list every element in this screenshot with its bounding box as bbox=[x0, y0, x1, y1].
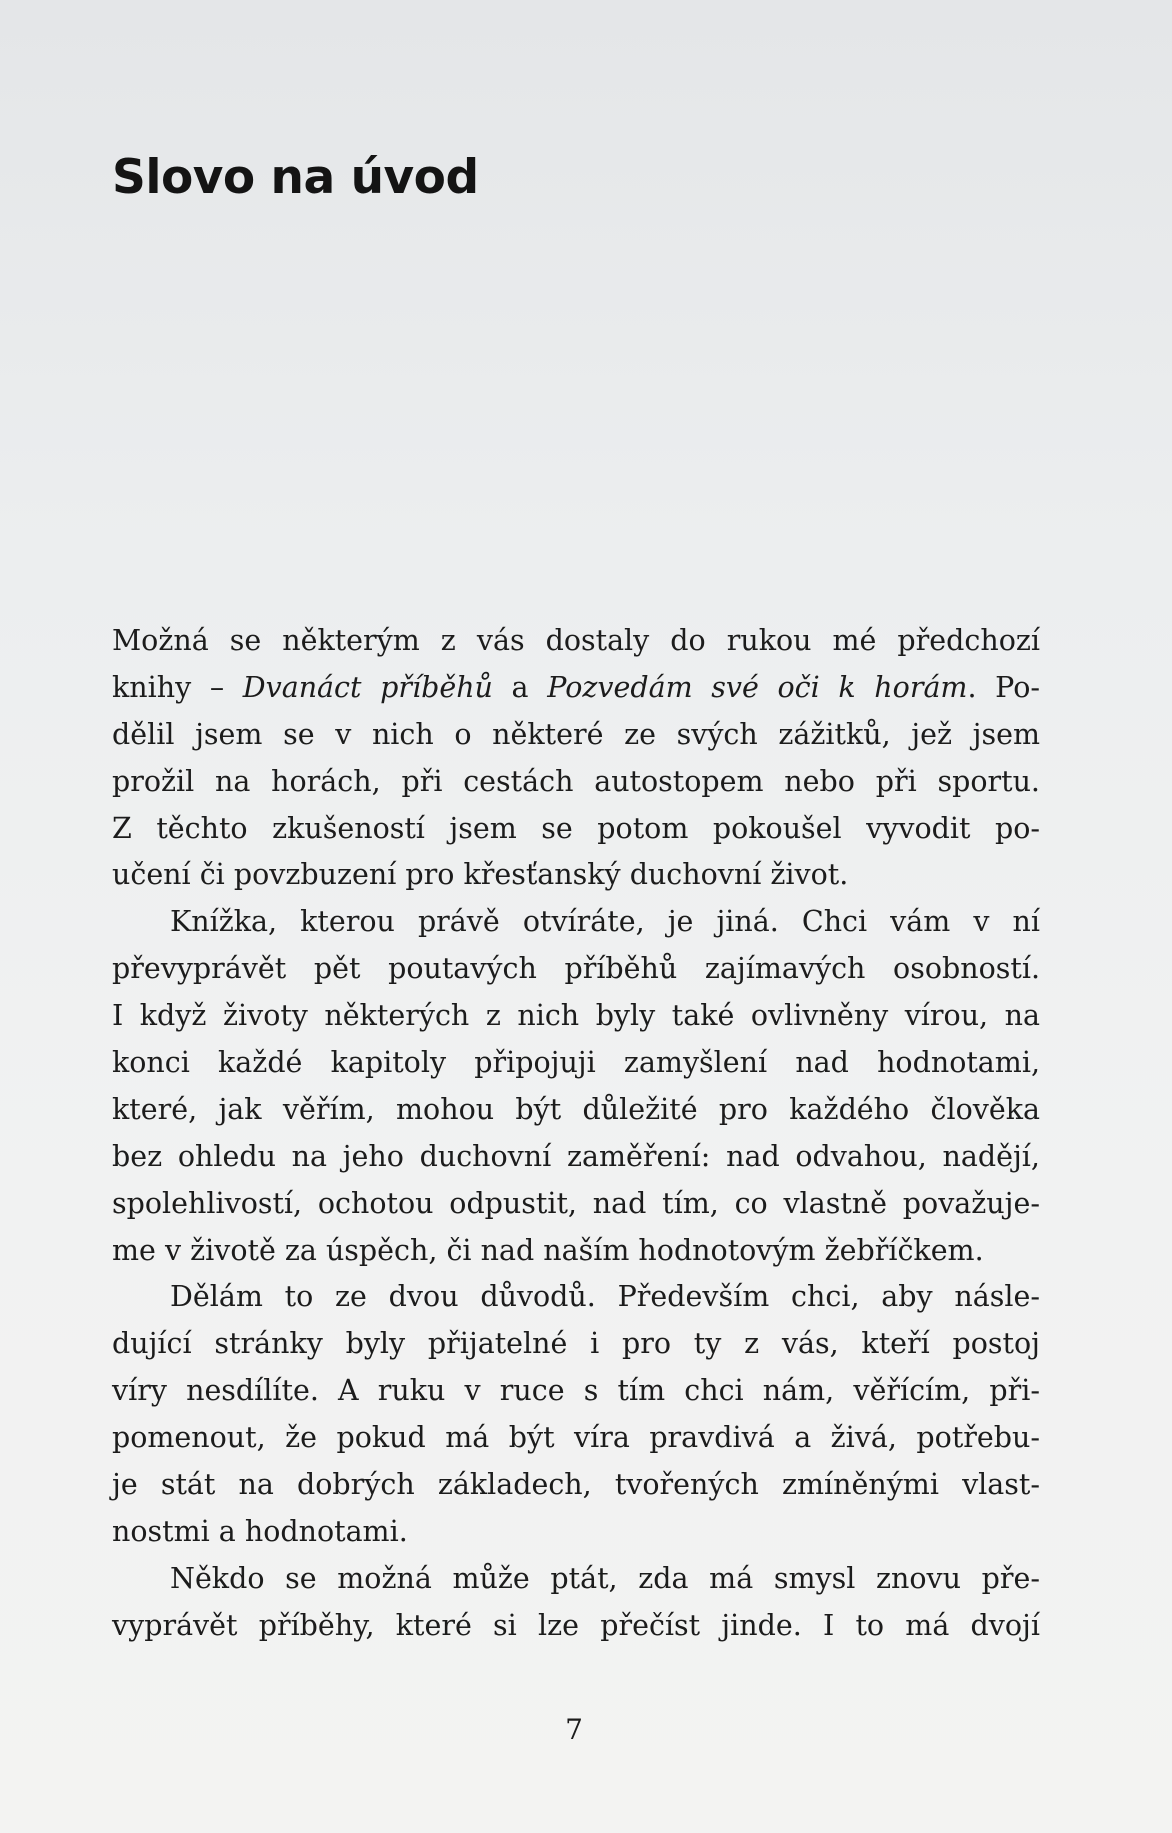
text-line bbox=[112, 1556, 1040, 1603]
text-line bbox=[112, 1415, 1040, 1462]
text-line bbox=[112, 1509, 1040, 1556]
text-line bbox=[112, 665, 1040, 712]
text-line bbox=[112, 946, 1040, 993]
text-line bbox=[112, 1274, 1040, 1321]
text-line bbox=[112, 1087, 1040, 1134]
text-line bbox=[112, 806, 1040, 853]
text-line bbox=[112, 1181, 1040, 1228]
text-line bbox=[112, 1603, 1040, 1650]
text-line bbox=[112, 852, 1040, 899]
text-segment: Někdo se možná může ptát, zda má smysl znovu pře- bbox=[170, 1561, 1040, 1595]
text-line bbox=[112, 1040, 1040, 1087]
paragraph bbox=[112, 618, 1040, 899]
text-segment: a bbox=[492, 670, 548, 704]
text-segment: vyprávět příběhy, které si lze přečíst jinde. I to má dvojí bbox=[112, 1608, 1040, 1642]
paragraph bbox=[112, 1274, 1040, 1555]
text-segment: Možná se některým z vás dostaly do rukou mé předchozí bbox=[112, 624, 1040, 657]
text-segment: I když životy některých z nich byly také ovlivněny vírou, na bbox=[112, 999, 1040, 1033]
text-line bbox=[112, 1368, 1040, 1415]
text-segment: konci každé kapitoly připojuji zamyšlení nad hodnotami, bbox=[112, 1046, 1040, 1080]
text-segment: převyprávět pět poutavých příběhů zajímavých osobností. bbox=[112, 952, 1040, 986]
text-segment: dělil jsem se v nich o některé ze svých zážitků, jež jsem bbox=[112, 717, 1040, 751]
text-line bbox=[112, 1134, 1040, 1181]
italic-title: Pozvedám své oči k horám bbox=[547, 670, 968, 704]
text-line bbox=[112, 1321, 1040, 1368]
text-segment: dující stránky byly přijatelné i pro ty z vás, kteří postoj bbox=[112, 1327, 1040, 1361]
paragraph bbox=[112, 899, 1040, 1274]
text-segment: Knížka, kterou právě otvíráte, je jiná. Chci vám v ní bbox=[170, 905, 1040, 939]
text-segment: Z těchto zkušeností jsem se potom pokoušel vyvodit po- bbox=[112, 811, 1040, 845]
text-line bbox=[112, 712, 1040, 759]
text-line bbox=[112, 993, 1040, 1040]
text-line bbox=[112, 1462, 1040, 1509]
chapter-heading: Slovo na úvod bbox=[112, 150, 479, 205]
text-line bbox=[112, 618, 1040, 665]
text-segment: Dělám to ze dvou důvodů. Především chci, aby násle- bbox=[170, 1280, 1040, 1314]
text-line bbox=[112, 899, 1040, 946]
text-segment: které, jak věřím, mohou být důležité pro každého člověka bbox=[112, 1092, 1040, 1126]
text-segment: knihy – bbox=[112, 670, 243, 704]
body-text bbox=[112, 618, 1040, 1650]
text-segment: je stát na dobrých základech, tvořených zmíněnými vlast- bbox=[112, 1468, 1040, 1502]
paragraph bbox=[112, 1556, 1040, 1650]
text-line bbox=[112, 1228, 1040, 1275]
page-number: 7 bbox=[565, 1713, 583, 1746]
text-segment: . Po- bbox=[967, 670, 1040, 704]
text-segment: me v životě za úspěch, či nad naším hodnotovým žebříčkem. bbox=[112, 1233, 984, 1267]
text-segment: víry nesdílíte. A ruku v ruce s tím chci nám, věřícím, při- bbox=[112, 1374, 1040, 1408]
italic-title: Dvanáct příběhů bbox=[242, 670, 493, 704]
text-segment: bez ohledu na jeho duchovní zaměření: nad odvahou, nadějí, bbox=[112, 1139, 1040, 1173]
text-segment: nostmi a hodnotami. bbox=[112, 1514, 408, 1548]
text-segment: učení či povzbuzení pro křesťanský duchovní život. bbox=[112, 858, 849, 892]
text-segment: prožil na horách, při cestách autostopem nebo při sportu. bbox=[112, 764, 1040, 798]
text-line bbox=[112, 759, 1040, 806]
text-segment: pomenout, že pokud má být víra pravdivá a živá, potřebu- bbox=[112, 1421, 1040, 1455]
text-segment: spolehlivostí, ochotou odpustit, nad tím, co vlastně považuje- bbox=[112, 1186, 1040, 1220]
